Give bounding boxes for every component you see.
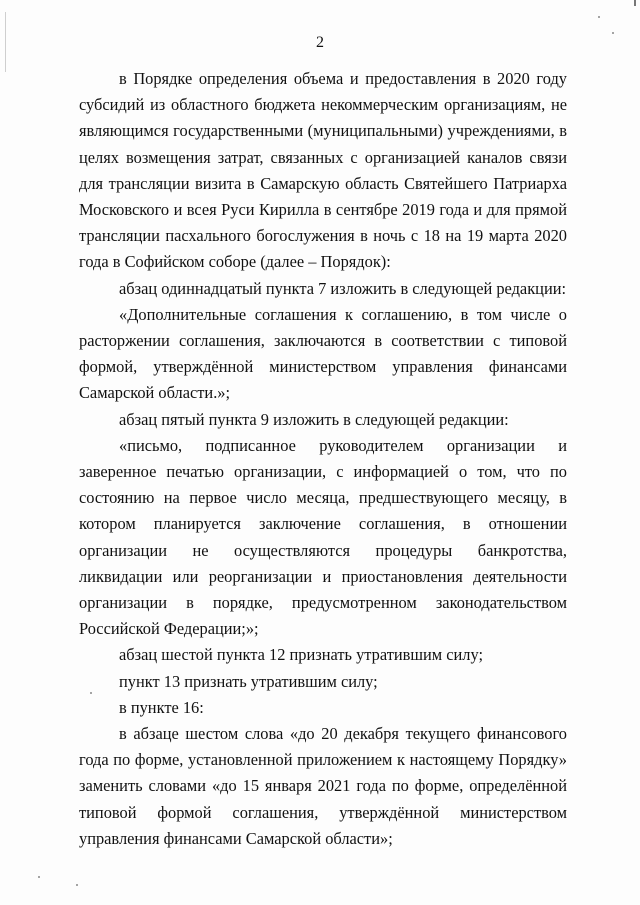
paragraph-item-16-heading: в пункте 16: xyxy=(119,697,204,717)
paragraph-item-7-new-text: «Дополнительные соглашения к соглашению, в том числе о расторжении соглашения, заключаются в соответствии с типовой формой, утверждённой министерством управления финансами Самарской области.»; xyxy=(79,304,567,403)
paragraph-item-16-replacement: в абзаце шестом слова «до 20 декабря текущего финансового года по форме, установленной приложением к настоящему Порядку» заменить словами «до 15 января 2021 года по форме, определённой типовой формой соглашения, утверждённой министерством управления финансами Самарской области»; xyxy=(79,724,567,848)
paragraph-procedure-amendment: в Порядке определения объема и предоставления в 2020 году субсидий из областного бюджета некоммерческим организациям, не являющимся государственными (муниципальными) учреждениями, в целях возмещения затрат, связанных с организацией каналов связи для трансляции визита в Самарскую область Святейшего Патриарха Московского и всея Руси Кирилла в сентябре 2019 года и для прямой трансляции пасхального богослужения в ночь с 18 на 19 марта 2020 года в Софийском соборе (далее – Порядок): xyxy=(79,69,567,272)
paragraph-item-13-repeal: пункт 13 признать утратившим силу; xyxy=(119,671,378,691)
scan-speck xyxy=(598,16,600,18)
document-body xyxy=(79,66,567,852)
paragraph-item-9-instruction: абзац пятый пункта 9 изложить в следующей редакции: xyxy=(119,409,509,429)
scan-edge-mark xyxy=(634,0,636,6)
page-number: 2 xyxy=(316,34,324,51)
scan-speck xyxy=(38,876,40,878)
paragraph-item-12-repeal: абзац шестой пункта 12 признать утратившим силу; xyxy=(119,645,484,665)
paragraph-item-9-new-text: «письмо, подписанное руководителем организации и заверенное печатью организации, с информацией о том, что по состоянию на первое число месяца, предшествующего месяцу, в котором планируется заключение соглашения, в отношении организации не осуществляются процедуры банкротства, ликвидации или реорганизации и приостановления деятельности организации в порядке, предусмотренном законодательством Российской Федерации;»; xyxy=(79,435,567,639)
scan-speck xyxy=(76,884,78,886)
paragraph-item-7-instruction: абзац одиннадцатый пункта 7 изложить в следующей редакции: xyxy=(119,278,567,298)
